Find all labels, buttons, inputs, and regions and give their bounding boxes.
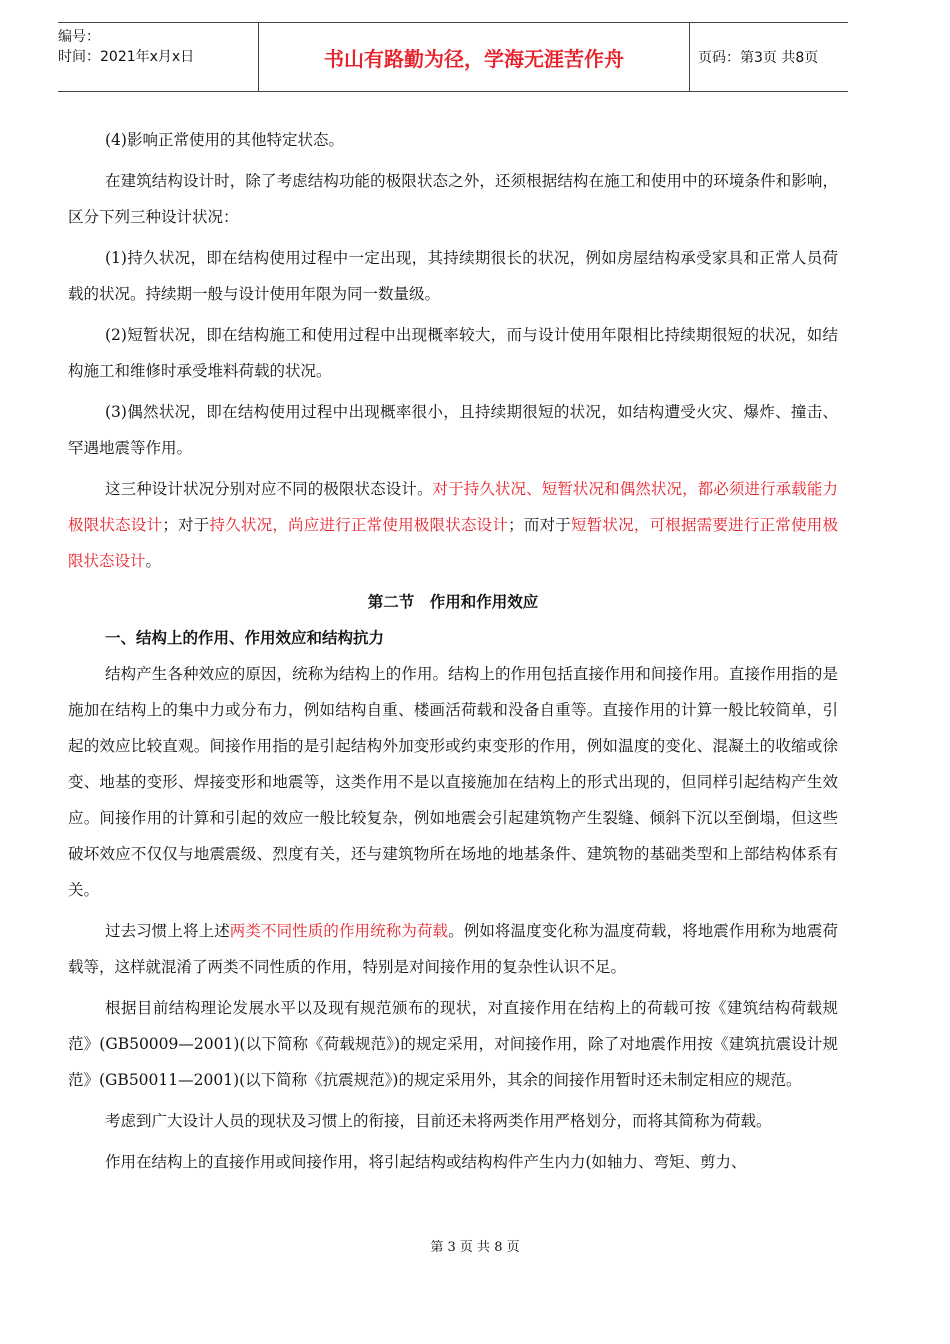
paragraph: 结构产生各种效应的原因，统称为结构上的作用。结构上的作用包括直接作用和间接作用。直接作用指的是施加在结构上的集中力或分布力，例如结构自重、楼画活荷载和没备自重等。直接作用的计算一般比较简单，引起的效应比较直观。间接作用指的是引起结构外加变形或约束变形的作用，例如温度的变化、混凝土的收缩或徐变、地基的变形、焊接变形和地震等，这类作用不是以直接施加在结构上的形式出现的，但同样引起结构产生效应。间接作用的计算和引起的效应一般比较复杂，例如地震会引起建筑物产生裂缝、倾斜下沉以至倒塌，但这些破坏效应不仅仅与地震震级、烈度有关，还与建筑物所在场地的地基条件、建筑物的基础类型和上部结构体系有关。 bbox=[68, 665, 838, 899]
text-span: 。例如将温度变化称为温度荷载，将地震作用称为地震荷载等，这样就混淆了两类不同性质的作用，特别是对间接作用的复杂性认识不足。 bbox=[68, 922, 838, 976]
paragraph: (2)短暂状况，即在结构施工和使用过程中出现概率较大，而与设计使用年限相比持续期很短的状况，如结构施工和维修时承受堆料荷载的状况。 bbox=[68, 326, 838, 380]
header-motto: 书山有路勤为径，学海无涯苦作舟 bbox=[258, 23, 690, 91]
text-span: ；对于 bbox=[162, 516, 210, 534]
document-number-label: 编号： bbox=[58, 29, 100, 45]
paragraph: 在建筑结构设计时，除了考虑结构功能的极限状态之外，还须根据结构在施工和使用中的环境条件和影响，区分下列三种设计状况： bbox=[68, 172, 838, 226]
document-time-label: 时间：2021年x月x日 bbox=[58, 49, 195, 65]
paragraph: (1)持久状况，即在结构使用过程中一定出现，其持续期很长的状况，例如房屋结构承受家具和正常人员荷载的状况。持续期一般与设计使用年限为同一数量级。 bbox=[68, 249, 838, 303]
paragraph: 作用在结构上的直接作用或间接作用，将引起结构或结构构件产生内力(如轴力、弯矩、剪力、 bbox=[105, 1153, 747, 1171]
paragraph: 考虑到广大设计人员的现状及习惯上的衔接，目前还未将两类作用严格划分，而将其简称为荷载。 bbox=[105, 1112, 772, 1130]
paragraph-load-definition bbox=[68, 913, 838, 985]
paragraph: (3)偶然状况，即在结构使用过程中出现概率很小，且持续期很短的状况，如结构遭受火灾、爆炸、撞击、罕遇地震等作用。 bbox=[68, 403, 838, 457]
header-info bbox=[58, 23, 258, 91]
text-span: 这三种设计状况分别对应不同的极限状态设计。 bbox=[105, 480, 433, 498]
highlighted-text: 持久状况，尚应进行正常使用极限状态设计 bbox=[209, 516, 509, 534]
document-body bbox=[68, 122, 838, 1185]
text-span: 。 bbox=[145, 552, 162, 570]
paragraph: 根据目前结构理论发展水平以及现有规范颁布的现状，对直接作用在结构上的荷载可按《建筑结构荷载规范》(GB50009—2001)(以下简称《荷载规范》)的规定采用，对间接作用，除了对地震作用按《建筑抗震设计规范》(GB50011—2001)(以下简称《抗震规范》)的规定采用外，其余的间接作用暂时还未制定相应的规范。 bbox=[68, 999, 838, 1089]
text-span: 过去习惯上将上述 bbox=[105, 922, 230, 940]
paragraph: (4)影响正常使用的其他特定状态。 bbox=[105, 131, 344, 149]
subsection-title: 一、结构上的作用、作用效应和结构抗力 bbox=[105, 629, 385, 647]
highlighted-text: 对于持久状况、短暂状况和偶然状况，都必须进行承载能力极限状态设计 bbox=[68, 480, 838, 534]
highlighted-text: 短暂状况，可根据需要进行正常使用极限状态设计 bbox=[68, 516, 838, 570]
page-footer: 第 3 页 共 8 页 bbox=[430, 1240, 520, 1255]
highlighted-text: 两类不同性质的作用统称为荷载 bbox=[229, 922, 449, 940]
paragraph-design-states bbox=[68, 471, 838, 579]
page-header bbox=[58, 22, 848, 92]
section-title: 第二节 作用和作用效应 bbox=[367, 593, 539, 611]
header-page-label: 页码：第3页 共8页 bbox=[698, 50, 819, 66]
text-span: ；而对于 bbox=[508, 516, 571, 534]
